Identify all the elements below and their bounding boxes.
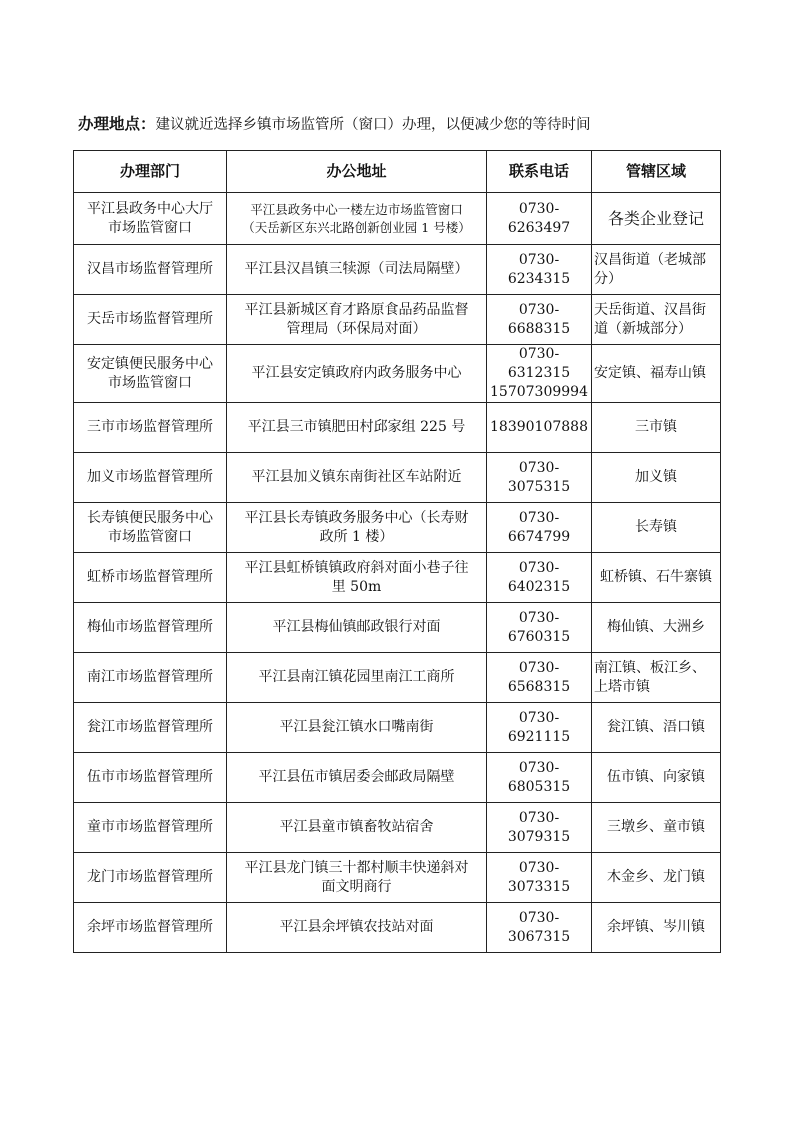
table-header-row [74,151,721,193]
address-cell [227,753,487,803]
area-cell [592,403,721,453]
phone-cell [487,553,592,603]
address-cell-text: 平江县安定镇政府内政务服务中心 [251,365,462,381]
phone-cell-text: 0730-6805315 [507,759,571,795]
phone-cell-text: 0730-3079315 [507,809,571,845]
area-cell [592,853,721,903]
table-row [74,853,721,903]
area-cell-text: 长寿镇 [635,519,677,535]
area-cell-text: 天岳街道、汉昌街 [594,301,706,318]
address-cell [227,653,487,703]
area-cell-text: 余坪镇、岑川镇 [607,919,705,935]
location-heading [78,114,591,135]
department-cell [74,345,227,403]
department-cell [74,903,227,953]
department-cell-text: 余坪市场监督管理所 [87,919,213,935]
office-table [73,150,721,953]
address-cell [227,903,487,953]
area-cell [592,653,721,703]
area-cell-text: 各类企业登记 [607,209,704,228]
table-row [74,453,721,503]
department-cell [74,295,227,345]
phone-cell [487,853,592,903]
table-row [74,803,721,853]
department-cell [74,503,227,553]
area-cell-text: 三市镇 [635,419,677,435]
department-cell [74,193,227,245]
department-cell-text: 长寿镇便民服务中心 [87,509,213,526]
header-department: 办理部门 [74,151,227,193]
area-cell [592,903,721,953]
address-cell-text: 管理局（环保局对面） [286,320,427,337]
phone-cell-text: 0730-6568315 [507,659,571,695]
address-cell-text: 平江县瓮江镇水口嘴南街 [279,719,434,735]
phone-cell-text: 0730-6263497 [507,200,571,236]
phone-cell [487,453,592,503]
address-cell [227,803,487,853]
department-cell [74,753,227,803]
area-cell-text: 上塔市镇 [594,678,650,695]
department-cell [74,603,227,653]
table-row [74,345,721,403]
area-cell-text: 加义镇 [635,469,677,485]
department-cell-text: 平江县政务中心大厅 [87,200,213,217]
address-cell [227,193,487,245]
area-cell [592,503,721,553]
area-cell [592,603,721,653]
address-cell [227,245,487,295]
area-cell [592,245,721,295]
location-label: 办理地点： [78,115,156,133]
address-cell-text: 平江县梅仙镇邮政银行对面 [272,619,441,635]
phone-cell-text: 0730-6402315 [507,559,571,595]
phone-cell [487,753,592,803]
address-cell [227,503,487,553]
phone-cell-text: 0730-6234315 [507,251,571,287]
phone-cell [487,653,592,703]
department-cell-text: 三市市场监督管理所 [87,419,213,435]
phone-cell-text: 0730-3073315 [507,859,571,895]
phone-cell [487,295,592,345]
address-cell [227,295,487,345]
table-row [74,193,721,245]
address-cell [227,703,487,753]
phone-cell [487,903,592,953]
area-cell-text: 梅仙镇、大洲乡 [607,619,705,635]
area-cell-text: 瓮江镇、浯口镇 [607,719,705,735]
phone-cell-text: 0730-6312315 [507,346,571,381]
phone-cell-text: 0730-3075315 [507,459,571,495]
department-cell [74,553,227,603]
department-cell-text: 虹桥市场监督管理所 [87,569,213,585]
address-cell-text: 平江县龙门镇三十都村顺丰快递斜对 [244,859,469,876]
area-cell-text: 木金乡、龙门镇 [607,869,705,885]
address-cell-text: （天岳新区东兴北路创新创业园 1 号楼） [242,219,471,235]
address-cell-text: 平江县余坪镇农技站对面 [279,919,434,935]
area-cell [592,453,721,503]
area-cell-text: 虹桥镇、石牛寨镇 [600,569,712,585]
area-cell-text: 安定镇、福寿山镇 [594,365,706,381]
address-cell-text: 平江县童市镇畜牧站宿舍 [279,819,434,835]
area-cell [592,553,721,603]
department-cell-text: 伍市市场监督管理所 [87,769,213,785]
phone-cell-text: 0730-6674799 [507,509,571,545]
phone-cell-text: 15707309994 [490,384,588,400]
phone-cell [487,703,592,753]
area-cell-text: 道（新城部分） [594,320,692,337]
department-cell-text: 瓮江市场监督管理所 [87,719,213,735]
header-area: 管辖区域 [592,151,721,193]
table-row [74,403,721,453]
phone-cell-text: 0730-6688315 [507,301,571,337]
header-phone: 联系电话 [487,151,592,193]
department-cell-text: 梅仙市场监督管理所 [87,619,213,635]
area-cell-text: 伍市镇、向家镇 [607,769,705,785]
department-cell [74,853,227,903]
area-cell [592,193,721,245]
table-body [74,193,721,953]
area-cell [592,753,721,803]
address-cell-text: 里 50m [331,578,382,595]
phone-cell-text: 0730-6921115 [507,709,571,745]
area-cell [592,295,721,345]
address-cell-text: 平江县加义镇东南街社区车站附近 [251,469,462,485]
phone-cell [487,245,592,295]
address-cell-text: 平江县虹桥镇镇政府斜对面小巷子往 [244,559,469,576]
department-cell [74,453,227,503]
table-row [74,295,721,345]
table-row [74,245,721,295]
area-cell-text: 三墩乡、童市镇 [607,819,705,835]
area-cell [592,345,721,403]
header-address: 办公地址 [227,151,487,193]
department-cell-text: 南江市场监督管理所 [87,669,213,685]
area-cell [592,703,721,753]
phone-cell [487,345,592,403]
phone-cell [487,503,592,553]
address-cell [227,553,487,603]
address-cell-text: 平江县三市镇肥田村邱家组 225 号 [247,419,466,435]
phone-cell-text: 0730-3067315 [507,909,571,945]
area-cell-text: 汉昌街道（老城部 [594,251,706,268]
table-row [74,653,721,703]
department-cell-text: 安定镇便民服务中心 [87,355,213,372]
address-cell-text: 平江县南江镇花园里南江工商所 [258,669,455,685]
address-cell [227,345,487,403]
address-cell-text: 平江县伍市镇居委会邮政局隔壁 [258,769,455,785]
address-cell-text: 面文明商行 [321,878,392,895]
address-cell-text: 平江县汉昌镇三犊源（司法局隔壁） [244,261,469,277]
phone-cell [487,603,592,653]
address-cell [227,453,487,503]
address-cell [227,403,487,453]
department-cell [74,703,227,753]
table-row [74,753,721,803]
department-cell [74,803,227,853]
table-row [74,603,721,653]
area-cell [592,803,721,853]
table-row [74,703,721,753]
department-cell-text: 市场监管窗口 [108,374,192,391]
department-cell-text: 龙门市场监督管理所 [87,869,213,885]
table-row [74,553,721,603]
department-cell [74,653,227,703]
department-cell-text: 天岳市场监督管理所 [87,311,213,327]
department-cell-text: 汉昌市场监督管理所 [87,261,213,277]
table-row [74,503,721,553]
department-cell-text: 市场监管窗口 [108,219,192,236]
address-cell [227,603,487,653]
area-cell-text: 分） [594,270,622,287]
department-cell [74,245,227,295]
phone-cell-text: 18390107888 [490,419,588,435]
address-cell-text: 平江县新城区育才路原食品药品监督 [244,301,469,318]
address-cell-text: 政所 1 楼） [319,528,394,545]
phone-cell [487,193,592,245]
department-cell-text: 童市市场监督管理所 [87,819,213,835]
phone-cell [487,803,592,853]
address-cell-text: 平江县长寿镇政务服务中心（长寿财 [244,509,469,526]
address-cell [227,853,487,903]
department-cell [74,403,227,453]
area-cell-text: 南江镇、板江乡、 [594,659,706,676]
department-cell-text: 市场监管窗口 [108,528,192,545]
department-cell-text: 加义市场监督管理所 [87,469,213,485]
location-note: 建议就近选择乡镇市场监管所（窗口）办理，以便减少您的等待时间 [155,117,591,133]
phone-cell [487,403,592,453]
table-row [74,903,721,953]
address-cell-text: 平江县政务中心一楼左边市场监管窗口 [250,201,463,217]
phone-cell-text: 0730-6760315 [507,609,571,645]
